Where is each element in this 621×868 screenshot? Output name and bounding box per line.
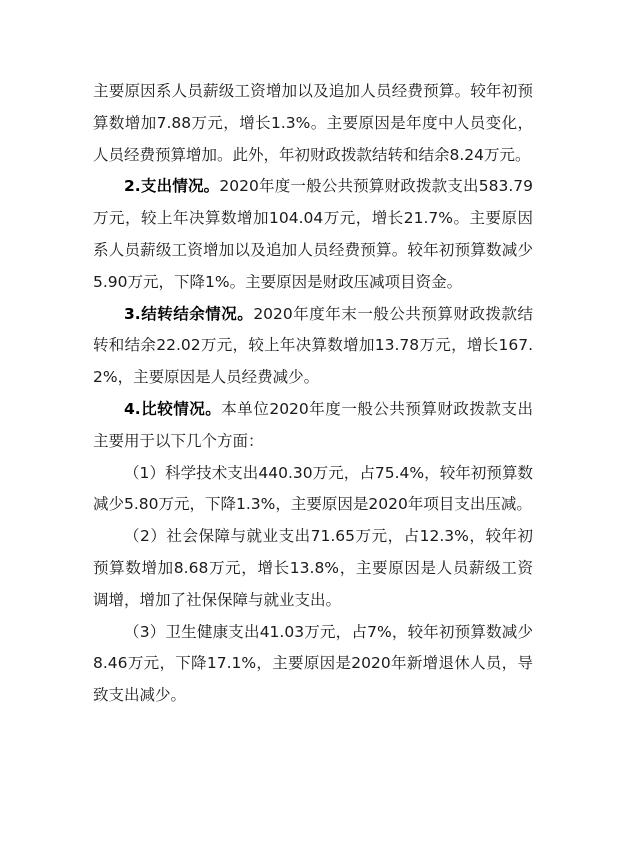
paragraph-carryover [93, 299, 533, 394]
list-item-science [93, 458, 533, 522]
paragraph-text: 2020年度年末一般公共预算财政拨款结转和结余22.02万元，较上年决算数增加13.78万元，增长167.2%，主要原因是人员经费减少。 [93, 304, 533, 387]
paragraph-expenditure [93, 171, 533, 298]
list-item-text: （2）社会保障与就业支出71.65万元，占12.3%，较年初预算数增加8.68万元，增长13.8%，主要原因是人员薪级工资调增，增加了社保保障与就业支出。 [93, 527, 533, 609]
list-item-text: （3）卫生健康支出41.03万元，占7%，较年初预算数减少8.46万元，下降17.1%，主要原因是2020年新增退休人员，导致支出减少。 [93, 622, 533, 705]
section-heading-expenditure: 2.支出情况。 [124, 177, 220, 196]
paragraph-text: 2020年度一般公共预算财政拨款支出583.79万元，较上年决算数增加104.04万元，增长21.7%。主要原因系人员薪级工资增加以及追加人员经费预算。较年初预算数减少5.90万元，下降1%。主要原因是财政压减项目资金。 [93, 177, 533, 291]
section-heading-carryover: 3.结转结余情况。 [124, 304, 254, 323]
list-item-text: （1）科学技术支出440.30万元，占75.4%，较年初预算数减少5.80万元，下降1.3%，主要原因是2020年项目支出压减。 [93, 463, 533, 514]
paragraph-revenue-continued [93, 76, 533, 171]
list-item-social-security [93, 521, 533, 616]
section-heading-comparison: 4.比较情况。 [124, 399, 222, 418]
paragraph-text: 本单位2020年度一般公共预算财政拨款支出主要用于以下几个方面： [93, 399, 533, 450]
list-item-health [93, 617, 533, 712]
paragraph-comparison [93, 394, 533, 458]
paragraph-text: 主要原因系人员薪级工资增加以及追加人员经费预算。较年初预算数增加7.88万元，增长1.3%。主要原因是年度中人员变化，人员经费预算增加。此外，年初财政拨款结转和结余8.24万元。 [93, 82, 533, 164]
document-page [93, 76, 533, 712]
